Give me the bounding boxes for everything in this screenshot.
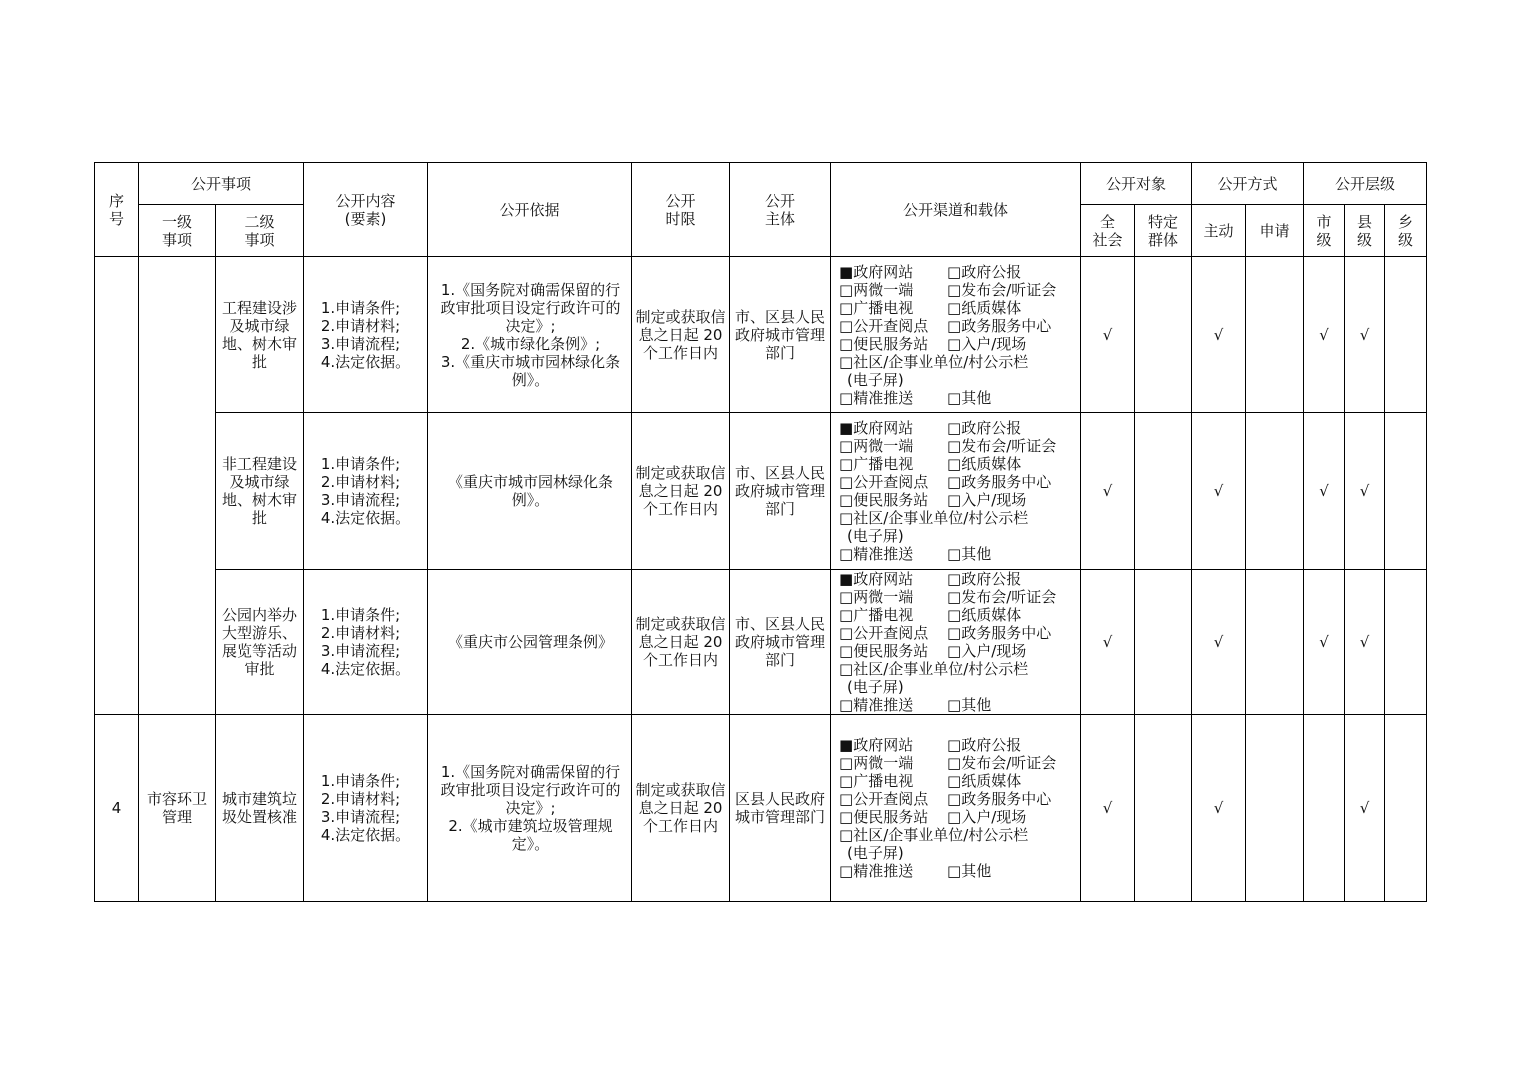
channel-option: □纸质媒体 [947, 298, 1022, 317]
channel-option: ■政府网站 [839, 262, 914, 281]
channel-option: □入户/现场 [947, 642, 1027, 660]
channel-option: □政府公报 [947, 736, 1022, 754]
check-mode-active: √ [1192, 413, 1246, 570]
content-item: 1.申请条件; [320, 606, 401, 624]
content-item: 3.申请流程; [320, 642, 401, 660]
header-channels: 公开渠道和载体 [831, 163, 1081, 257]
channel-option: ■政府网站 [839, 570, 914, 588]
check-mode-active: √ [1192, 257, 1246, 413]
content-item: 1.申请条件; [320, 298, 401, 317]
check-level-town [1385, 257, 1427, 413]
channel-option: □公开查阅点 [839, 316, 929, 335]
channel-option-note: (电子屏) [847, 844, 904, 862]
channel-option: □两微一端 [839, 280, 914, 299]
check-mode-active: √ [1192, 715, 1246, 902]
channel-option: □发布会/听证会 [947, 437, 1057, 455]
row-subject: 市、区县人民政府城市管理部门 [730, 570, 831, 715]
check-level-county: √ [1345, 715, 1385, 902]
check-mode-request [1246, 570, 1304, 715]
channel-option: □公开查阅点 [839, 790, 929, 808]
header-level2: 二级 事项 [216, 205, 304, 257]
row-content [304, 257, 428, 413]
row-subject: 市、区县人民政府城市管理部门 [730, 257, 831, 413]
channel-option: □入户/现场 [947, 334, 1027, 353]
channel-option: □社区/企事业单位/村公示栏 [839, 826, 1029, 844]
channel-option: □其他 [947, 545, 992, 563]
header-level-county: 县 级 [1345, 205, 1385, 257]
channel-option: □公开查阅点 [839, 624, 929, 642]
channel-option: □精准推送 [839, 696, 914, 714]
channel-option: □政府公报 [947, 419, 1022, 437]
header-level-group: 公开层级 [1304, 163, 1427, 205]
check-target-all: √ [1081, 413, 1135, 570]
row-channels [831, 413, 1081, 570]
channel-option: □政务服务中心 [947, 624, 1052, 642]
header-level-city: 市 级 [1304, 205, 1345, 257]
content-item: 3.申请流程; [320, 491, 401, 509]
channel-option: □其他 [947, 388, 992, 407]
channel-option: □精准推送 [839, 862, 914, 880]
row-time-limit: 制定或获取信息之日起 20 个工作日内 [632, 413, 730, 570]
channel-option: □社区/企事业单位/村公示栏 [839, 509, 1029, 527]
channel-option: □发布会/听证会 [947, 588, 1057, 606]
header-subject: 公开 主体 [730, 163, 831, 257]
channel-option: □两微一端 [839, 437, 914, 455]
table-row [95, 413, 1427, 570]
check-level-city: √ [1304, 413, 1345, 570]
channel-option: □精准推送 [839, 388, 914, 407]
row-content [304, 715, 428, 902]
channel-option: □广播电视 [839, 298, 914, 317]
row-basis: 1.《国务院对确需保留的行政审批项目设定行政许可的决定》; 2.《城市建筑垃圾管理规定》。 [428, 715, 632, 902]
header-target-group: 公开对象 [1081, 163, 1192, 205]
header-target-specific: 特定 群体 [1135, 205, 1192, 257]
channel-option: □政务服务中心 [947, 316, 1052, 335]
channel-option: ■政府网站 [839, 419, 914, 437]
check-target-specific [1135, 413, 1192, 570]
row-subject: 区县人民政府城市管理部门 [730, 715, 831, 902]
content-item: 4.法定依据。 [320, 352, 411, 371]
header-mode-request: 申请 [1246, 205, 1304, 257]
check-level-city: √ [1304, 257, 1345, 413]
disclosure-table [94, 162, 1427, 902]
channel-option: □入户/现场 [947, 808, 1027, 826]
row-basis: 1.《国务院对确需保留的行政审批项目设定行政许可的决定》; 2.《城市绿化条例》; 3.《重庆市城市园林绿化条例》。 [428, 257, 632, 413]
content-item: 4.法定依据。 [320, 509, 411, 527]
row-channels [831, 257, 1081, 413]
content-item: 2.申请材料; [320, 624, 401, 642]
check-target-all: √ [1081, 715, 1135, 902]
content-item: 2.申请材料; [320, 473, 401, 491]
channel-option-note: (电子屏) [847, 370, 904, 389]
channel-option: □广播电视 [839, 606, 914, 624]
row-seq [95, 257, 139, 715]
channel-option: □政务服务中心 [947, 473, 1052, 491]
row-level2: 工程建设涉及城市绿地、树木审批 [216, 257, 304, 413]
check-target-specific [1135, 257, 1192, 413]
channel-option: □发布会/听证会 [947, 754, 1057, 772]
check-level-town [1385, 715, 1427, 902]
check-mode-request [1246, 715, 1304, 902]
check-mode-active: √ [1192, 570, 1246, 715]
channel-option: □便民服务站 [839, 334, 929, 353]
content-item: 4.法定依据。 [320, 660, 411, 678]
channel-option: □两微一端 [839, 588, 914, 606]
row-time-limit: 制定或获取信息之日起 20 个工作日内 [632, 715, 730, 902]
check-target-specific [1135, 715, 1192, 902]
channel-option: □纸质媒体 [947, 606, 1022, 624]
row-subject: 市、区县人民政府城市管理部门 [730, 413, 831, 570]
check-level-county: √ [1345, 257, 1385, 413]
check-level-city [1304, 715, 1345, 902]
header-basis: 公开依据 [428, 163, 632, 257]
row-seq: 4 [95, 715, 139, 902]
channel-option: □精准推送 [839, 545, 914, 563]
row-basis: 《重庆市公园管理条例》 [428, 570, 632, 715]
header-time-limit: 公开 时限 [632, 163, 730, 257]
row-level2: 城市建筑垃圾处置核准 [216, 715, 304, 902]
channel-option: □社区/企事业单位/村公示栏 [839, 660, 1029, 678]
channel-option: □入户/现场 [947, 491, 1027, 509]
channel-option: □发布会/听证会 [947, 280, 1057, 299]
row-time-limit: 制定或获取信息之日起 20 个工作日内 [632, 257, 730, 413]
channel-option: □便民服务站 [839, 642, 929, 660]
content-item: 3.申请流程; [320, 808, 401, 826]
channel-option: □政府公报 [947, 570, 1022, 588]
content-item: 2.申请材料; [320, 316, 401, 335]
channel-option: ■政府网站 [839, 736, 914, 754]
header-item-group: 公开事项 [139, 163, 304, 205]
content-item: 1.申请条件; [320, 772, 401, 790]
channel-option-note: (电子屏) [847, 527, 904, 545]
content-item: 1.申请条件; [320, 455, 401, 473]
header-seq: 序 号 [95, 163, 139, 257]
row-time-limit: 制定或获取信息之日起 20 个工作日内 [632, 570, 730, 715]
row-content [304, 413, 428, 570]
header-level-town: 乡 级 [1385, 205, 1427, 257]
header-mode-group: 公开方式 [1192, 163, 1304, 205]
check-level-county: √ [1345, 570, 1385, 715]
content-item: 4.法定依据。 [320, 826, 411, 844]
channel-option: □广播电视 [839, 455, 914, 473]
check-level-county: √ [1345, 413, 1385, 570]
row-level1 [139, 257, 216, 715]
channel-option: □其他 [947, 862, 992, 880]
header-row-1 [95, 163, 1427, 205]
row-level1: 市容环卫管理 [139, 715, 216, 902]
table-row [95, 570, 1427, 715]
row-channels [831, 715, 1081, 902]
header-content: 公开内容 (要素) [304, 163, 428, 257]
channel-option: □公开查阅点 [839, 473, 929, 491]
channel-option: □广播电视 [839, 772, 914, 790]
check-target-all: √ [1081, 570, 1135, 715]
row-level2: 公园内举办大型游乐、展览等活动审批 [216, 570, 304, 715]
channel-option: □两微一端 [839, 754, 914, 772]
channel-option: □纸质媒体 [947, 772, 1022, 790]
channel-option: □便民服务站 [839, 491, 929, 509]
header-mode-active: 主动 [1192, 205, 1246, 257]
channel-option: □政府公报 [947, 262, 1022, 281]
check-level-town [1385, 413, 1427, 570]
row-content [304, 570, 428, 715]
check-mode-request [1246, 413, 1304, 570]
header-level1: 一级 事项 [139, 205, 216, 257]
row-level2: 非工程建设及城市绿地、树木审批 [216, 413, 304, 570]
check-target-specific [1135, 570, 1192, 715]
channel-option: □政务服务中心 [947, 790, 1052, 808]
check-target-all: √ [1081, 257, 1135, 413]
content-item: 3.申请流程; [320, 334, 401, 353]
channel-option: □社区/企事业单位/村公示栏 [839, 352, 1029, 371]
channel-option-note: (电子屏) [847, 678, 904, 696]
channel-option: □其他 [947, 696, 992, 714]
table-row [95, 715, 1427, 902]
check-mode-request [1246, 257, 1304, 413]
check-level-town [1385, 570, 1427, 715]
row-channels [831, 570, 1081, 715]
table-row [95, 257, 1427, 413]
content-item: 2.申请材料; [320, 790, 401, 808]
check-level-city: √ [1304, 570, 1345, 715]
header-target-all: 全 社会 [1081, 205, 1135, 257]
channel-option: □便民服务站 [839, 808, 929, 826]
channel-option: □纸质媒体 [947, 455, 1022, 473]
row-basis: 《重庆市城市园林绿化条例》。 [428, 413, 632, 570]
